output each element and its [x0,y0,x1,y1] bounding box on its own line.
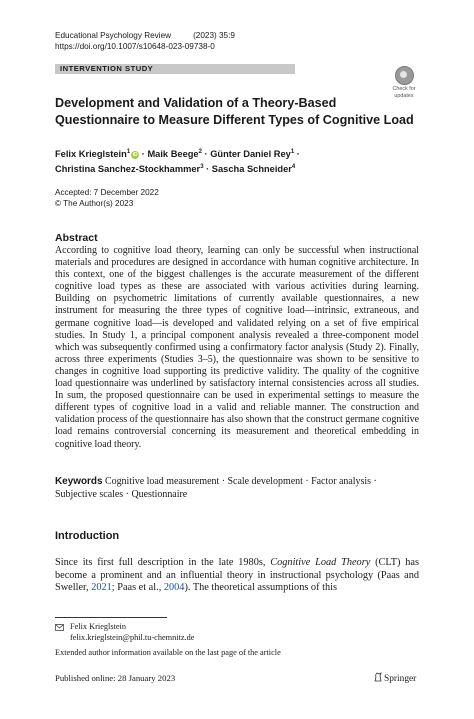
article-title [55,95,435,129]
updates-line1: Check for [392,86,416,92]
author-2[interactable]: Maik Beege [147,149,199,160]
keywords-line-2: Subjective scales · Questionnaire [55,488,188,500]
doi-link[interactable]: https://doi.org/10.1007/s10648-023-09738-0 [55,42,215,51]
intro-text-3: ; Paas et al., [111,582,164,594]
author-3-affiliation: 1 [290,149,295,155]
keywords-label: Keywords [55,476,103,487]
citation-link-2021[interactable]: 2021 [91,582,112,594]
article-type-banner: INTERVENTION STUDY [55,64,295,74]
author-4-affiliation: 3 [200,164,204,171]
introduction-heading: Introduction [55,530,120,542]
intro-text-1: Since its first full description in the late 1980s, [55,557,271,568]
abstract-heading: Abstract [55,232,98,244]
updates-line2: updates [394,93,414,99]
orcid-icon[interactable]: iD [132,152,138,159]
title-line-2: Questionnaire to Measure Different Types of Cognitive Load [55,113,414,127]
copyright-notice: © The Author(s) 2023 [55,199,134,208]
corresponding-author-name: Felix Krieglstein [70,622,126,631]
journal-name: Educational Psychology Review [55,31,172,40]
extended-author-info: Extended author information available on the last page of the article [55,648,281,657]
intro-text-4: ). The theoretical assumptions of this [184,582,337,594]
published-online-date: Published online: 28 January 2023 [55,673,176,683]
author-5-affiliation: 4 [291,164,296,171]
author-4[interactable]: Christina Sanchez‑Stockhammer [55,164,201,175]
author-list: Felix Krieglstein$^1$iD · Maik Beege$^2$ · Günter Daniel Rey$^1$ · Christina Sanchez‑Stockhammer$^3$ · Sascha Schneider$^4$ [55,149,300,175]
citation-link-2004[interactable]: 2004 [163,582,185,594]
title-line-1: Development and Validation of a Theory‑Based [55,96,337,110]
author-1[interactable]: Felix Krieglstein [55,149,127,160]
envelope-icon [55,624,64,631]
journal-header [55,30,235,41]
introduction-body [55,557,419,595]
keywords-line-1: Cognitive load measurement · Scale development · Factor analysis · [104,476,377,487]
intro-theory-name: Cognitive Load Theory [270,557,371,568]
publisher-logo [374,672,416,685]
abstract-body: According to cognitive load theory, learning can only be successful when instructional materials and procedures are designed in accordance with human cognitive architecture. In this context, one of the biggest challenges is the accurate measurement of the different cognitive load types as these are associated with various activities during learning. Building on psychometric limitations of currently available questionnaires, a new instrument for measuring the three types of cognitive load—intrinsic, extraneous, and germane cognitive load—is developed and validated relying on a set of five empirical studies. In Study 1, a principal component analysis revealed a three-component model which was subsequently confirmed using a confirmatory factor analysis (Study 2). Finally, across three experiments (Studies 3–5), the questionnaire was shown to be sensitive to changes in cognitive load supporting its predictive validity. The quality of the cognitive load questionnaire was underlined by satisfactory internal consistencies across all studies. In sum, the proposed questionnaire can be used in experimental settings to measure the different types of cognitive load in a valid and reliable manner. The construction and validation process of the questionnaire has also shown that the construct germane cognitive load remains controversial concerning its measurement and theoretical embedding in cognitive load theory. [55,245,419,450]
corresponding-author-email[interactable]: felix.krieglstein@phil.tu-chemnitz.de [70,633,195,642]
publisher-name: Springer [384,674,417,684]
author-2-affiliation: 2 [198,149,202,155]
intro-text-2: (CLT) has become a prominent and an influential theory in instructional psychology (Paas and Sweller, [55,557,420,594]
footnote-divider [55,617,167,618]
author-1-affiliation: 1 [126,149,131,155]
springer-horse-icon [374,672,382,682]
author-3[interactable]: Günter Daniel Rey [210,149,291,160]
keywords [55,476,419,501]
check-for-updates-icon [395,66,414,85]
journal-volume: (2023) 35:9 [193,31,235,40]
author-5[interactable]: Sascha Schneider [211,164,292,175]
accepted-date: Accepted: 7 December 2022 [55,188,159,197]
